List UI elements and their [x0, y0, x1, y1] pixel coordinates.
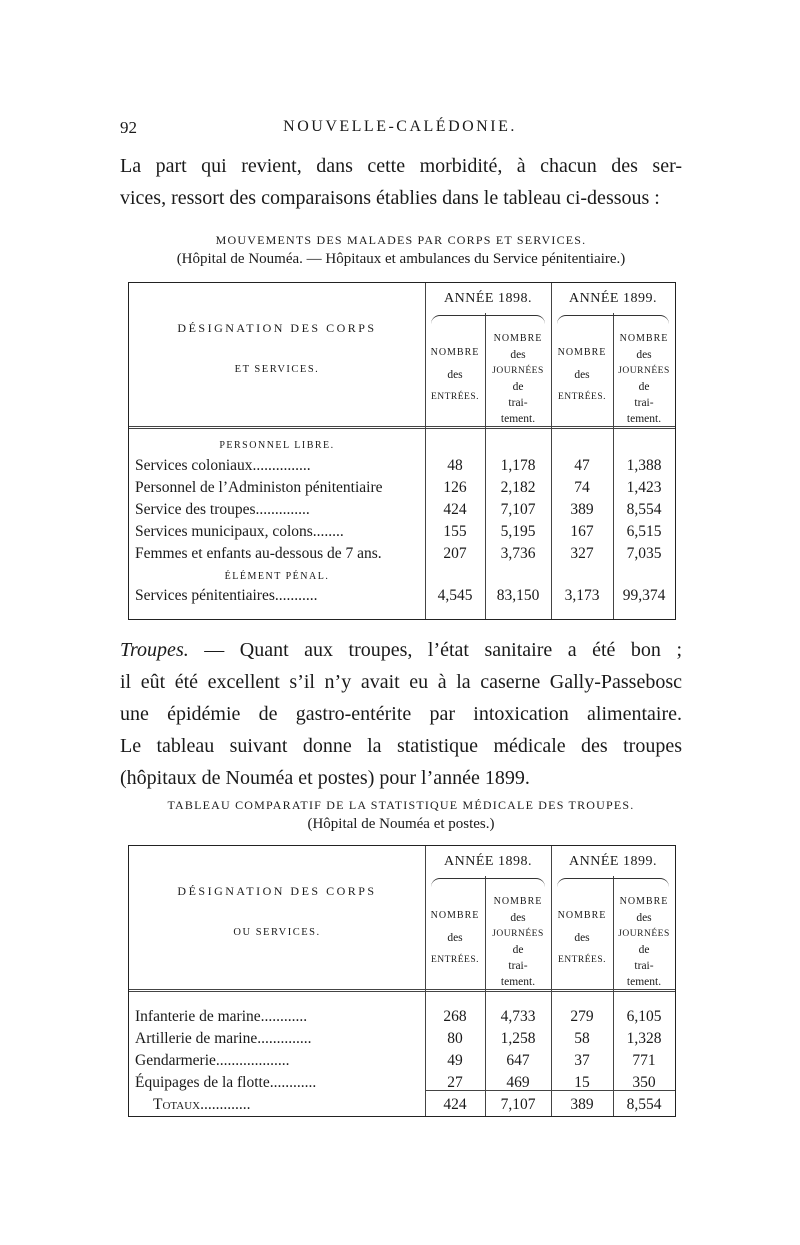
running-title: NOUVELLE-CALÉDONIE. — [283, 118, 517, 135]
cell-value: 771 — [632, 1052, 656, 1069]
cell-value: 47 — [574, 457, 590, 474]
table2-subtitle: (Hôpital de Nouméa et postes.) — [307, 816, 495, 832]
row-label: Services pénitentiaires........... — [135, 587, 318, 604]
cell-value: 49 — [447, 1052, 463, 1069]
table-row — [129, 477, 675, 499]
total-value: 424 — [443, 1096, 467, 1113]
cell-value: 207 — [443, 545, 467, 562]
cell-value: 6,105 — [626, 1008, 662, 1025]
cell-value: 74 — [574, 479, 590, 496]
section-element-penal: ÉLÉMENT PÉNAL. — [224, 571, 330, 582]
text-line: (hôpitaux de Nouméa et postes) pour l’année 1899. — [120, 767, 530, 789]
text-line: Troupes. — Quant aux troupes, l’état sanitaire a été bon ; — [120, 639, 682, 661]
cell-value: 469 — [506, 1074, 530, 1091]
cell-value: 167 — [570, 523, 594, 540]
text-line: il eût été excellent s’il n’y avait eu à la caserne Gally-Passebosc — [120, 671, 682, 693]
cell-value: 7,107 — [500, 501, 536, 518]
cell-value: 99,374 — [622, 587, 666, 604]
text-line: Le tableau suivant donne la statistique médicale des troupes — [120, 735, 682, 757]
table2 — [128, 845, 676, 1117]
table1-subtitle: (Hôpital de Nouméa. — Hôpitaux et ambulances du Service pénitentiaire.) — [176, 251, 626, 267]
table-row — [129, 455, 675, 477]
entries-column-header: NOMBRE des ENTRÉES. — [430, 347, 480, 402]
row-label: Gendarmerie................... — [135, 1052, 290, 1069]
row-label: Services coloniaux............... — [135, 457, 311, 474]
table2-title: TABLEAU COMPARATIF DE LA STATISTIQUE MÉDICALE DES TROUPES. — [167, 798, 635, 812]
text-line: La part qui revient, dans cette morbidité, à chacun des ser- — [120, 155, 682, 177]
table1-title: MOUVEMENTS DES MALADES PAR CORPS ET SERVICES. — [215, 233, 587, 247]
total-value: 389 — [570, 1096, 594, 1113]
cell-value: 279 — [570, 1008, 594, 1025]
cell-value: 6,515 — [626, 523, 662, 540]
cell-value: 7,035 — [626, 545, 662, 562]
cell-value: 80 — [447, 1030, 463, 1047]
row-label: Infanterie de marine............ — [135, 1008, 308, 1025]
text-line: une épidémie de gastro-entérite par intoxication alimentaire. — [120, 703, 682, 725]
cell-value: 58 — [574, 1030, 590, 1047]
row-label: Artillerie de marine.............. — [135, 1030, 312, 1047]
year-1898-header: ANNÉE 1898. — [444, 854, 532, 869]
cell-value: 83,150 — [496, 587, 540, 604]
table-row — [129, 1028, 675, 1050]
total-value: 7,107 — [500, 1096, 536, 1113]
page-number: 92 — [120, 118, 137, 137]
year-1899-header: ANNÉE 1899. — [569, 854, 657, 869]
cell-value: 1,328 — [626, 1030, 662, 1047]
cell-value: 647 — [506, 1052, 530, 1069]
cell-value: 155 — [443, 523, 467, 540]
year-brace — [431, 315, 545, 324]
table-row — [129, 543, 675, 565]
section-personnel-libre: PERSONNEL LIBRE. — [219, 440, 335, 451]
cell-value: 350 — [632, 1074, 656, 1091]
row-label: Femmes et enfants au-dessous de 7 ans. — [135, 545, 382, 562]
cell-value: 3,173 — [564, 587, 600, 604]
designation-header: DÉSIGNATION DES CORPS ET SERVICES. — [177, 321, 377, 375]
year-brace — [431, 878, 545, 887]
total-row — [129, 1094, 675, 1116]
row-label: Services municipaux, colons........ — [135, 523, 344, 540]
running-head — [120, 118, 680, 140]
days-column-header: NOMBRE des JOURNÉES de trai- tement. — [618, 333, 670, 425]
cell-value: 126 — [443, 479, 467, 496]
year-brace — [557, 315, 669, 324]
days-column-header: NOMBRE des JOURNÉES de trai- tement. — [492, 896, 544, 988]
table-row — [129, 585, 675, 607]
cell-value: 1,258 — [500, 1030, 536, 1047]
cell-value: 424 — [443, 501, 467, 518]
cell-value: 389 — [570, 501, 594, 518]
cell-value: 268 — [443, 1008, 467, 1025]
cell-value: 48 — [447, 457, 463, 474]
cell-value: 15 — [574, 1074, 590, 1091]
entries-column-header: NOMBRE des ENTRÉES. — [557, 910, 607, 965]
table-row — [129, 1006, 675, 1028]
row-label: Équipages de la flotte............ — [135, 1074, 317, 1091]
total-rule — [425, 1090, 675, 1091]
total-label: Totaux............. — [153, 1096, 251, 1113]
table-row — [129, 521, 675, 543]
days-column-header: NOMBRE des JOURNÉES de trai- tement. — [492, 333, 544, 425]
cell-value: 327 — [570, 545, 594, 562]
table1 — [128, 282, 676, 620]
header-rule — [129, 989, 675, 992]
row-label: Personnel de l’Administon pénitentiaire — [135, 479, 383, 496]
cell-value: 5,195 — [500, 523, 536, 540]
col-divider — [425, 283, 426, 619]
year-brace — [557, 878, 669, 887]
entries-column-header: NOMBRE des ENTRÉES. — [557, 347, 607, 402]
cell-value: 37 — [574, 1052, 590, 1069]
cell-value: 1,423 — [626, 479, 662, 496]
cell-value: 4,545 — [437, 587, 473, 604]
table-row — [129, 499, 675, 521]
cell-value: 1,388 — [626, 457, 662, 474]
intro-paragraph — [120, 150, 682, 214]
year-1899-header: ANNÉE 1899. — [569, 291, 657, 306]
table-row — [129, 1050, 675, 1072]
cell-value: 1,178 — [500, 457, 536, 474]
designation-header: DÉSIGNATION DES CORPS OU SERVICES. — [177, 884, 377, 938]
cell-value: 8,554 — [626, 501, 662, 518]
year-1898-header: ANNÉE 1898. — [444, 291, 532, 306]
header-rule — [129, 426, 675, 429]
cell-value: 4,733 — [500, 1008, 536, 1025]
table1-caption — [120, 231, 682, 269]
row-label: Service des troupes.............. — [135, 501, 310, 518]
cell-value: 2,182 — [500, 479, 536, 496]
cell-value: 3,736 — [500, 545, 536, 562]
troupes-paragraph — [120, 634, 682, 794]
entries-column-header: NOMBRE des ENTRÉES. — [430, 910, 480, 965]
total-value: 8,554 — [626, 1096, 662, 1113]
cell-value: 27 — [447, 1074, 463, 1091]
days-column-header: NOMBRE des JOURNÉES de trai- tement. — [618, 896, 670, 988]
text-line: vices, ressort des comparaisons établies dans le tableau ci-dessous : — [120, 187, 660, 209]
table2-caption — [120, 796, 682, 834]
col-divider — [551, 283, 552, 619]
